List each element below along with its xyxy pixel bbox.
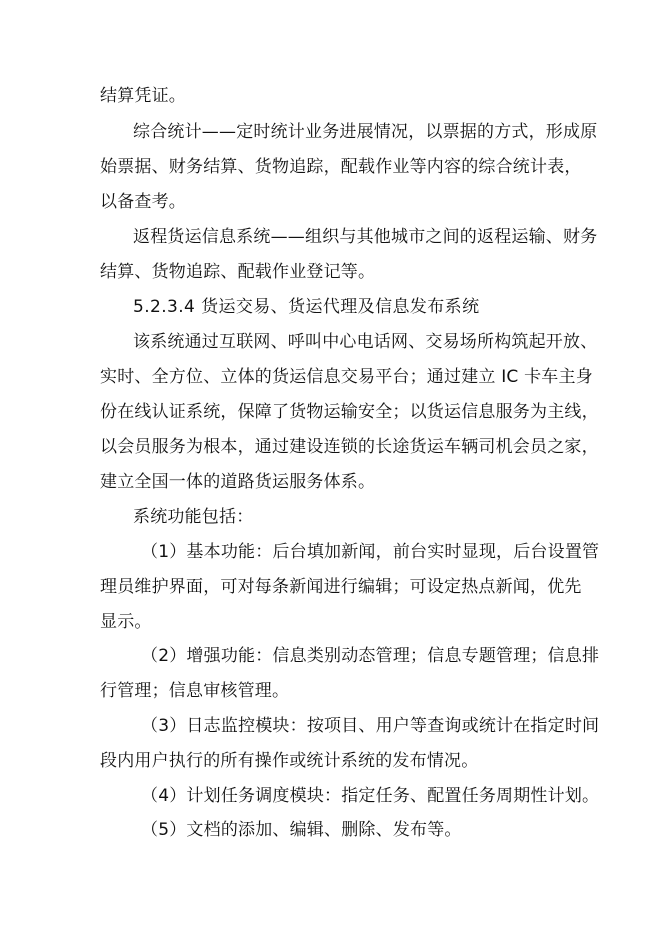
- list-item: （5）文档的添加、编辑、删除、发布等。: [141, 820, 462, 840]
- text-line: 实时、全方位、立体的货运信息交易平台；通过建立 IC 卡车主身: [100, 367, 593, 387]
- text-line: 以会员服务为根本，通过建设连锁的长途货运车辆司机会员之家，: [100, 437, 599, 457]
- text-line: 该系统通过互联网、呼叫中心电话网、交易场所构筑起开放、: [133, 332, 598, 352]
- text-line: 综合统计——定时统计业务进展情况，以票据的方式，形成原: [133, 122, 598, 142]
- section-heading: 5.2.3.4 货运交易、货运代理及信息发布系统: [133, 297, 480, 317]
- text-line: 显示。: [100, 612, 152, 632]
- text-line: 段内用户执行的所有操作或统计系统的发布情况。: [100, 751, 479, 771]
- text-line: 始票据、财务结算、货物追踪，配载作业等内容的综合统计表，: [100, 157, 582, 177]
- list-item: （2）增强功能：信息类别动态管理；信息专题管理；信息排: [141, 646, 600, 666]
- text-line: 结算凭证。: [100, 86, 186, 106]
- text-line: 理员维护界面，可对每条新闻进行编辑；可设定热点新闻，优先: [100, 577, 582, 597]
- text-line: 行管理；信息审核管理。: [100, 681, 290, 701]
- list-item: （1）基本功能：后台填加新闻，前台实时显现，后台设置管: [141, 542, 600, 562]
- list-item: （4）计划任务调度模块：指定任务、配置任务周期性计划。: [141, 786, 600, 806]
- text-line: 以备查考。: [100, 192, 186, 212]
- list-item: （3）日志监控模块：按项目、用户等查询或统计在指定时间: [141, 716, 600, 736]
- text-line: 系统功能包括：: [133, 507, 254, 527]
- text-line: 返程货运信息系统——组织与其他城市之间的返程运输、财务: [133, 227, 598, 247]
- text-line: 结算、货物追踪、配载作业登记等。: [100, 262, 376, 282]
- text-line: 份在线认证系统，保障了货物运输安全；以货运信息服务为主线，: [100, 402, 599, 422]
- text-line: 建立全国一体的道路货运服务体系。: [100, 472, 376, 492]
